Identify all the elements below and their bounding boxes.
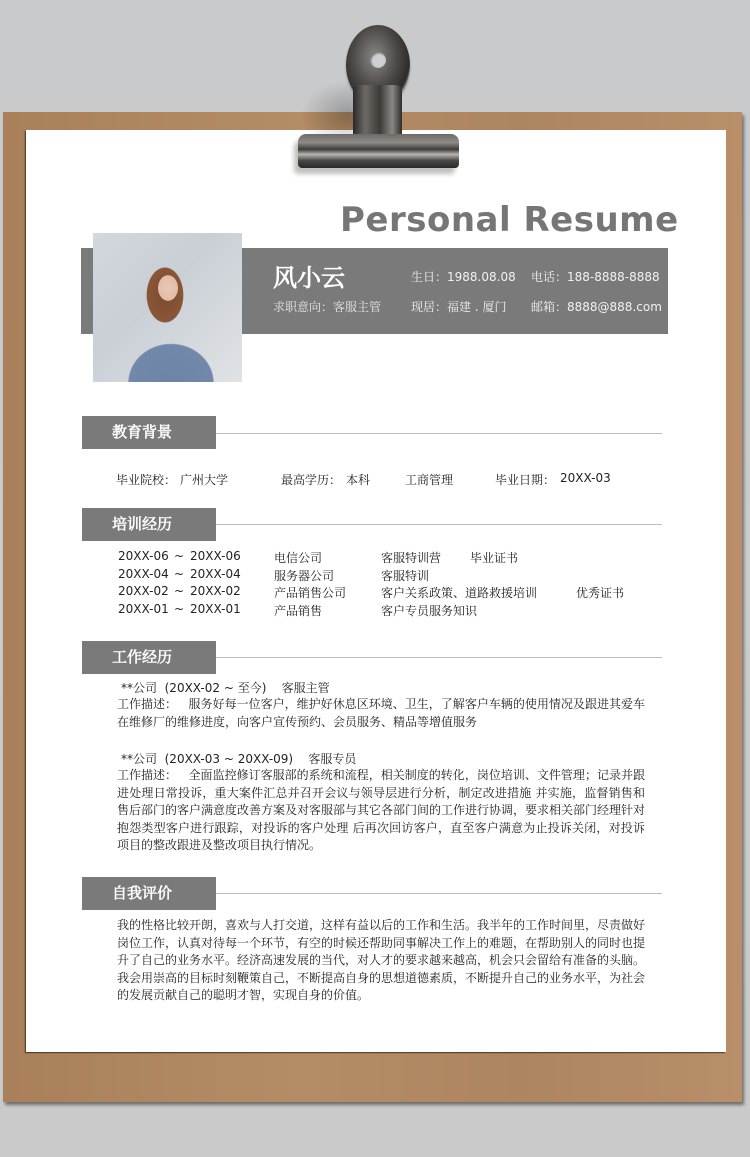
resume-title: Personal Resume — [340, 200, 679, 240]
training-sep: ~ — [174, 584, 185, 598]
training-org: 产品销售公司 — [274, 586, 347, 600]
section-heading-training: 培训经历 — [82, 508, 216, 541]
binder-clip-hole — [370, 52, 386, 68]
training-cert: 毕业证书 — [470, 551, 519, 565]
training-org: 电信公司 — [274, 551, 323, 565]
degree-value: 本科 — [346, 473, 371, 487]
school-value: 广州大学 — [180, 473, 229, 487]
training-org: 产品销售 — [274, 604, 323, 618]
residence: 现居：福建 . 厦门 — [411, 300, 507, 314]
training-course: 客服特训营 — [381, 551, 442, 565]
training-to: 20XX-04 — [190, 567, 241, 581]
training-from: 20XX-01 — [118, 602, 169, 616]
job-title-line: **公司 (20XX-03 ~ 20XX-09) 客服专员 — [121, 752, 357, 766]
grad-date-label: 毕业日期： — [495, 473, 556, 487]
candidate-name: 风小云 — [273, 264, 345, 292]
training-from: 20XX-02 — [118, 584, 169, 598]
birthday: 生日：1988.08.08 — [411, 270, 516, 284]
training-course: 客户专员服务知识 — [381, 604, 478, 618]
phone: 电话：188-8888-8888 — [531, 270, 660, 284]
self-evaluation-text: 我的性格比较开朗，喜欢与人打交道，这样有益以后的工作和生活。我半年的工作时间里，尽责做好岗位工作，认真对待每一个环节，有空的时候还帮助同事解决工作上的难题，在帮助别人的同时也提升了自己的业务水平。经济高速发展的当代，对人才的要求越来越高，机会只会留给有准备的头脑。我会用崇高的目标时刻鞭策自己，不断提高自身的思想道德素质，不断提升自己的业务水平，为社会的发展贡献自己的聪明才智，实现自身的价值。 — [117, 918, 646, 1002]
degree-label: 最高学历： — [281, 473, 342, 487]
job-description: 工作描述： 全面监控修订客服部的系统和流程，相关制度的转化，岗位培训、文件管理；记录并跟进处理日常投诉，重大案件汇总并召开会议与领导层进行分析，制定改进措施 并实施，监督销售和售后部门的客户满意度改善方案及对客服部与其它各部门间的工作进行协调，要求相关部门经理针对抱怨类型客户进行跟踪，对投诉的客户处理 后再次回访客户，直至客户满意为止投诉关闭，对投诉项目的整改跟进及整改项目执行情况。 — [117, 768, 646, 852]
major-value: 工商管理 — [405, 473, 454, 487]
job-description: 工作描述： 服务好每一位客户，维护好休息区环境、卫生，了解客户车辆的使用情况及跟进其爱车在维修厂的维修进度，向客户宣传预约、会员服务、精品等增值服务 — [117, 697, 645, 729]
training-org: 服务器公司 — [274, 569, 335, 583]
training-sep: ~ — [174, 567, 185, 581]
section-divider — [216, 657, 662, 658]
training-from: 20XX-04 — [118, 567, 169, 581]
section-heading-self-evaluation: 自我评价 — [82, 877, 216, 910]
email: 邮箱：8888@888.com — [531, 300, 662, 314]
binder-clip-stem — [353, 85, 402, 140]
section-divider — [216, 893, 662, 894]
training-course: 客服特训 — [381, 569, 430, 583]
section-divider — [216, 433, 662, 434]
section-heading-education: 教育背景 — [82, 416, 216, 449]
training-sep: ~ — [174, 602, 185, 616]
profile-photo — [93, 233, 242, 382]
section-divider — [216, 524, 662, 525]
binder-clip-icon — [298, 134, 459, 168]
job-intent: 求职意向：客服主管 — [273, 300, 382, 314]
section-heading-work: 工作经历 — [82, 641, 216, 674]
grad-date-value: 20XX-03 — [560, 471, 611, 485]
training-cert: 优秀证书 — [576, 586, 625, 600]
training-to: 20XX-02 — [190, 584, 241, 598]
training-course: 客户关系政策、道路救援培训 — [381, 586, 538, 600]
school-label: 毕业院校： — [116, 473, 177, 487]
training-from: 20XX-06 — [118, 549, 169, 563]
training-to: 20XX-01 — [190, 602, 241, 616]
training-to: 20XX-06 — [190, 549, 241, 563]
training-sep: ~ — [174, 549, 185, 563]
job-title-line: **公司 (20XX-02 ~ 至今) 客服主管 — [121, 681, 330, 695]
